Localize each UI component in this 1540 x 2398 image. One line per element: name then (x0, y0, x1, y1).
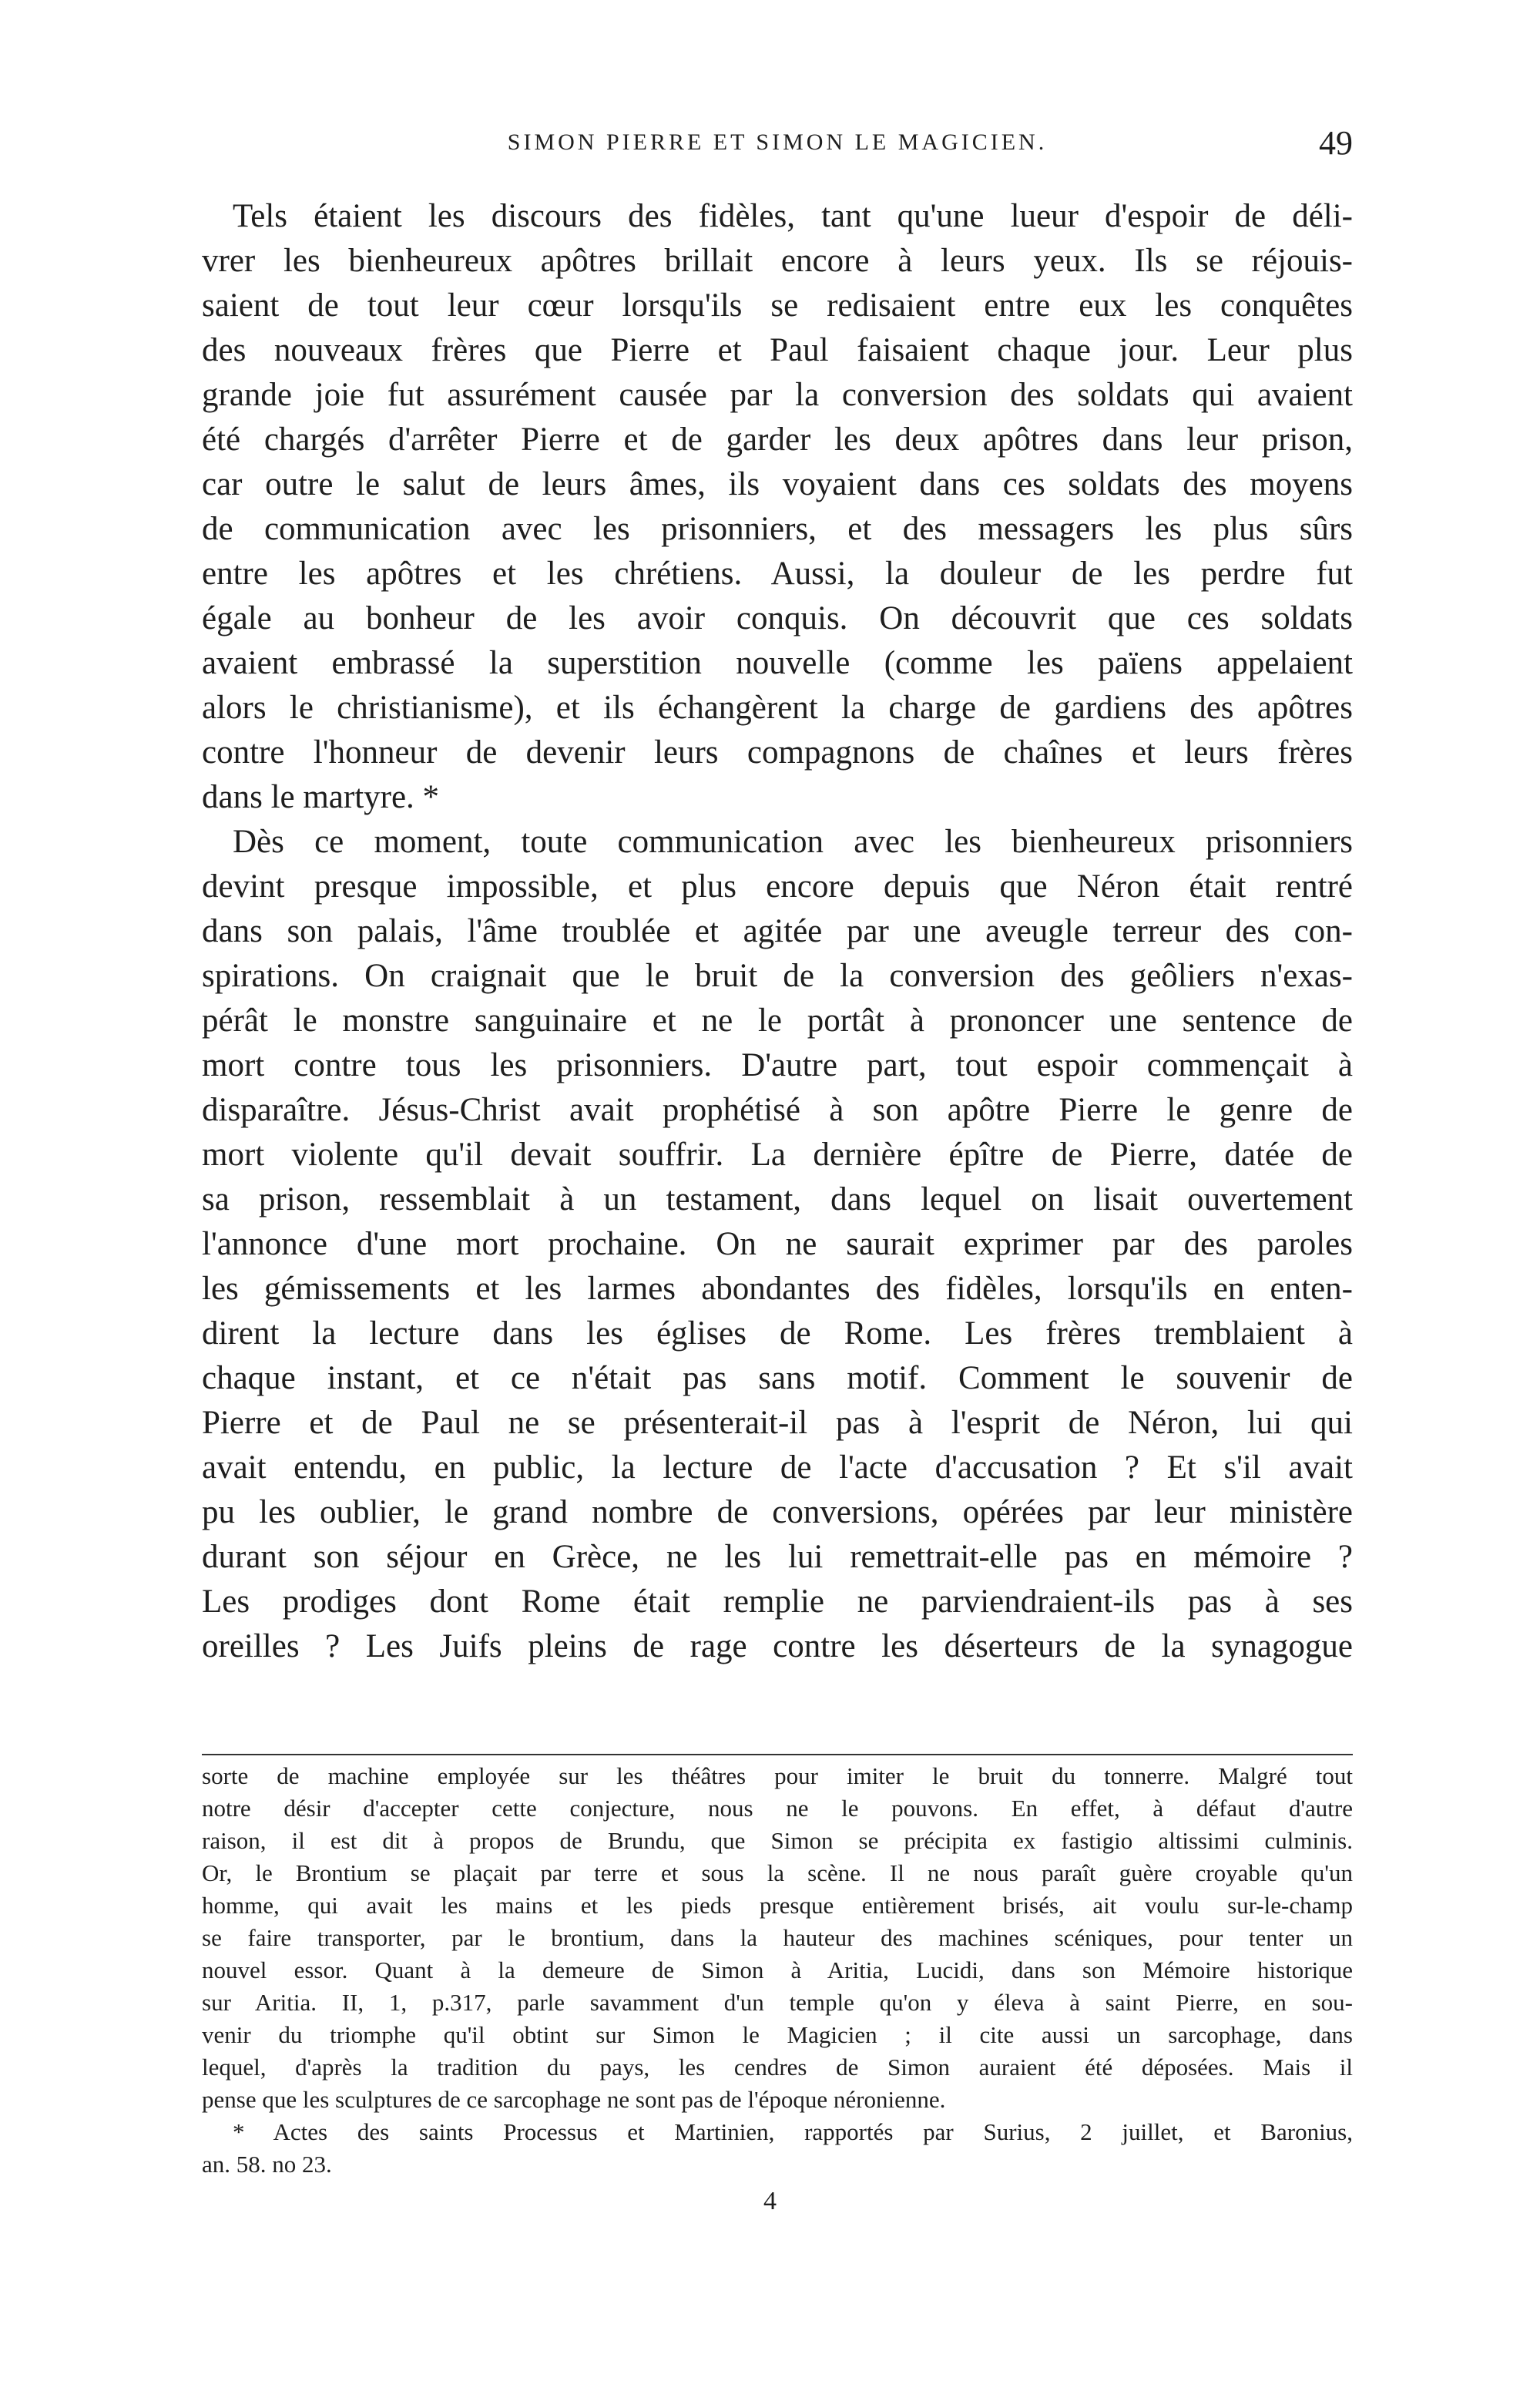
text-line: grande joie fut assurément causée par la conversion des soldats qui avaient (202, 377, 1353, 413)
text-line: saient de tout leur cœur lorsqu'ils se redisaient entre eux les conquêtes (202, 287, 1353, 324)
footnote-line: Or, le Brontium se plaçait par terre et sous la scène. Il ne nous paraît guère croyable qu'un (202, 1859, 1353, 1886)
page-number: 49 (1319, 124, 1353, 162)
text-line: Tels étaient les discours des fidèles, tant qu'une lueur d'espoir de déli- (233, 198, 1353, 234)
text-line: contre l'honneur de devenir leurs compagnons de chaînes et leurs frères (202, 734, 1353, 771)
text-line: sa prison, ressemblait à un testament, dans lequel on lisait ouvertement (202, 1181, 1353, 1217)
footnote-rule (202, 1754, 1353, 1755)
text-line: entre les apôtres et les chrétiens. Aussi, la douleur de les perdre fut (202, 556, 1353, 592)
text-line: mort contre tous les prisonniers. D'autre part, tout espoir commençait à (202, 1047, 1353, 1083)
text-line: avaient embrassé la superstition nouvelle (comme les païens appelaient (202, 645, 1353, 681)
text-line: vrer les bienheureux apôtres brillait encore à leurs yeux. Ils se réjouis- (202, 243, 1353, 279)
text-line: Dès ce moment, toute communication avec les bienheureux prisonniers (233, 824, 1353, 860)
footnote-line: an. 58. no 23. (202, 2151, 332, 2178)
text-line: devint presque impossible, et plus encore depuis que Néron était rentré (202, 868, 1353, 905)
footnote-line: venir du triomphe qu'il obtint sur Simon le Magicien ; il cite aussi un sarcophage, dans (202, 2021, 1353, 2048)
footnote-line: lequel, d'après la tradition du pays, les cendres de Simon auraient été déposées. Mais il (202, 2054, 1353, 2081)
text-line: Les prodiges dont Rome était remplie ne parviendraient-ils pas à ses (202, 1584, 1353, 1620)
footnotes (202, 1760, 1353, 2181)
text-line: les gémissements et les larmes abondantes des fidèles, lorsqu'ils en enten- (202, 1271, 1353, 1307)
text-line: avait entendu, en public, la lecture de l'acte d'accusation ? Et s'il avait (202, 1449, 1353, 1486)
footnote-line: nouvel essor. Quant à la demeure de Simon à Aritia, Lucidi, dans son Mémoire historique (202, 1956, 1353, 1983)
footnote-line: homme, qui avait les mains et les pieds presque entièrement brisés, ait voulu sur-le-champ (202, 1892, 1353, 1919)
page-header (202, 124, 1353, 168)
text-line: pu les oublier, le grand nombre de conversions, opérées par leur ministère (202, 1494, 1353, 1530)
text-line: durant son séjour en Grèce, ne les lui remettrait-elle pas en mémoire ? (202, 1539, 1353, 1575)
text-line: été chargés d'arrêter Pierre et de garder les deux apôtres dans leur prison, (202, 421, 1353, 458)
text-line: chaque instant, et ce n'était pas sans motif. Comment le souvenir de (202, 1360, 1353, 1396)
text-line: disparaître. Jésus-Christ avait prophétisé à son apôtre Pierre le genre de (202, 1092, 1353, 1128)
footnote-line: se faire transporter, par le brontium, dans la hauteur des machines scéniques, pour tenter un (202, 1924, 1353, 1951)
signature-mark: 4 (763, 2187, 777, 2215)
text-line: dirent la lecture dans les églises de Rome. Les frères tremblaient à (202, 1315, 1353, 1352)
text-line: car outre le salut de leurs âmes, ils voyaient dans ces soldats des moyens (202, 466, 1353, 502)
footnote-line: sorte de machine employée sur les théâtres pour imiter le bruit du tonnerre. Malgré tout (202, 1762, 1353, 1789)
main-text (202, 194, 1353, 1669)
footnote-line: sur Aritia. II, 1, p.317, parle savamment d'un temple qu'on y éleva à saint Pierre, en sou- (202, 1989, 1353, 2016)
text-line: dans le martyre. * (202, 779, 440, 815)
footnote-line: raison, il est dit à propos de Brundu, que Simon se précipita ex fastigio altissimi culminis. (202, 1827, 1353, 1854)
text-line: pérât le monstre sanguinaire et ne le portât à prononcer une sentence de (202, 1003, 1353, 1039)
text-line: de communication avec les prisonniers, et des messagers les plus sûrs (202, 511, 1353, 547)
text-line: alors le christianisme), et ils échangèrent la charge de gardiens des apôtres (202, 690, 1353, 726)
text-line: l'annonce d'une mort prochaine. On ne saurait exprimer par des paroles (202, 1226, 1353, 1262)
text-line: des nouveaux frères que Pierre et Paul faisaient chaque jour. Leur plus (202, 332, 1353, 368)
footnote-line: * Actes des saints Processus et Martinien, rapportés par Surius, 2 juillet, et Baronius, (233, 2118, 1353, 2145)
running-title: SIMON PIERRE ET SIMON LE MAGICIEN. (507, 129, 1048, 155)
text-line: dans son palais, l'âme troublée et agitée par une aveugle terreur des con- (202, 913, 1353, 949)
text-line: Pierre et de Paul ne se présenterait-il pas à l'esprit de Néron, lui qui (202, 1405, 1353, 1441)
text-line: oreilles ? Les Juifs pleins de rage contre les déserteurs de la synagogue (202, 1628, 1353, 1664)
text-line: spirations. On craignait que le bruit de la conversion des geôliers n'exas- (202, 958, 1353, 994)
footnote-line: notre désir d'accepter cette conjecture, nous ne le pouvons. En effet, à défaut d'autre (202, 1795, 1353, 1822)
text-line: mort violente qu'il devait souffrir. La dernière épître de Pierre, datée de (202, 1137, 1353, 1173)
text-line: égale au bonheur de les avoir conquis. On découvrit que ces soldats (202, 600, 1353, 636)
footnote-line: pense que les sculptures de ce sarcophage ne sont pas de l'époque néronienne. (202, 2086, 946, 2113)
